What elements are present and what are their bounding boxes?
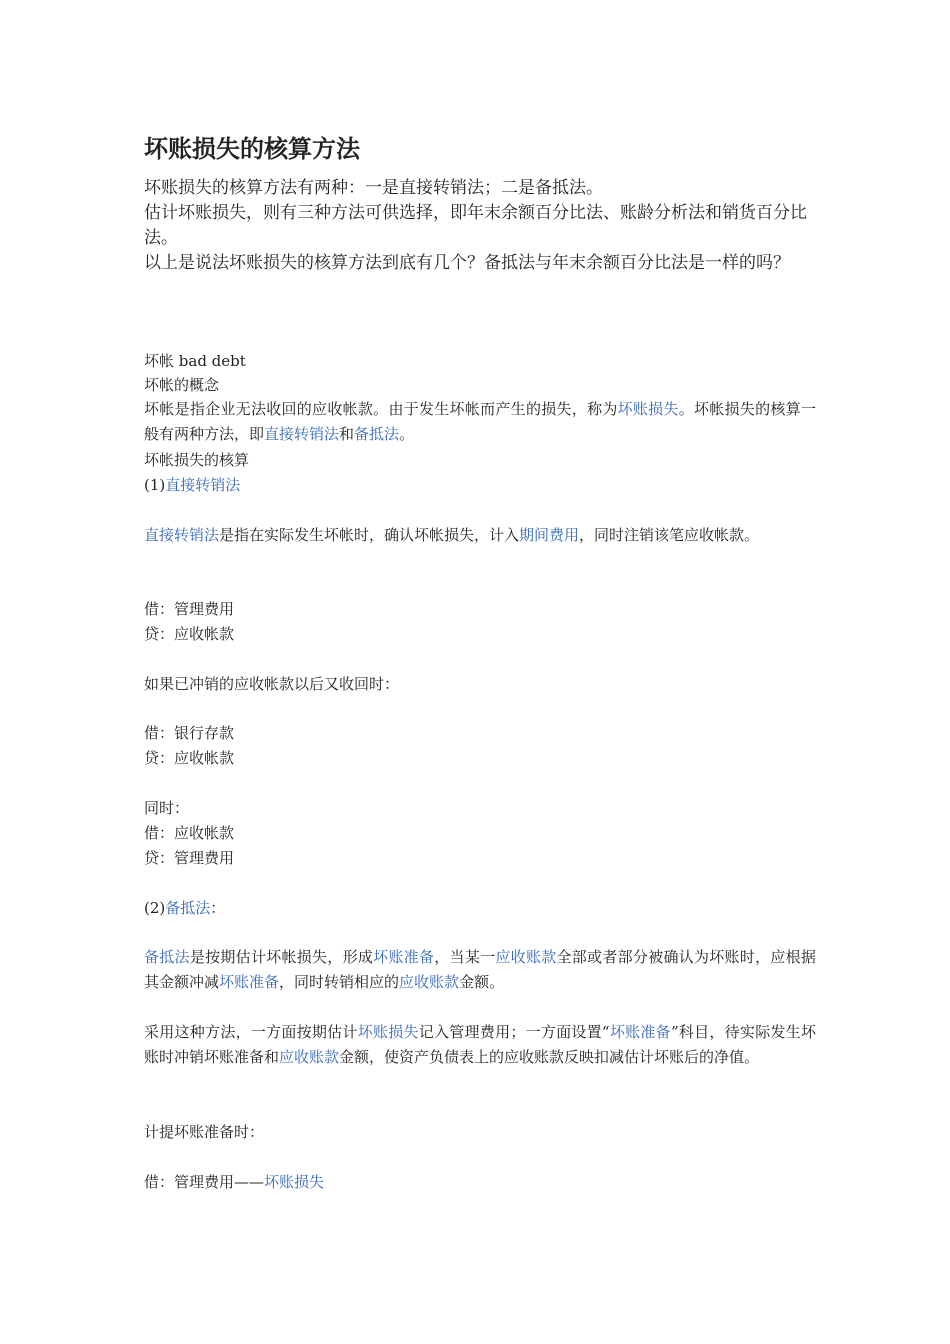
intro-section (144, 176, 812, 276)
allowance-def-text-3: 全部或者部分被确认为坏账时，应根据其金额冲减 (144, 948, 816, 991)
concept-text-3: 和 (339, 425, 355, 443)
page-title: 坏账损失的核算方法 (144, 134, 360, 163)
allowance-def-text-5: 金额。 (459, 973, 505, 991)
allowance-def-link[interactable]: 备抵法 (144, 948, 190, 966)
accounts-receivable-link-3[interactable]: 应收账款 (279, 1048, 340, 1066)
section-1-heading (144, 473, 240, 497)
bad-debt-loss-link-2[interactable]: 坏账损失 (357, 1023, 419, 1041)
method-paragraph (144, 1020, 816, 1070)
concept-text-2: 。坏帐损失的核算一般有两种方法，即 (144, 400, 816, 443)
method-text-3: ”科目，待实际发生坏账时冲销坏账准备和 (144, 1023, 816, 1066)
accounts-receivable-link-1[interactable]: 应收账款 (495, 948, 557, 966)
entry-3-credit: 贷：管理费用 (144, 849, 235, 867)
direct-def-text-2: ，同时注销该笔应收帐款。 (579, 526, 760, 544)
intro-line-methods: 坏账损失的核算方法有两种：一是直接转销法；二是备抵法。 (144, 178, 603, 198)
allowance-def-text-1: 是按期估计坏帐损失，形成 (189, 948, 374, 966)
allowance-def-text-2: ，当某一 (434, 948, 496, 966)
direct-def-text-1: 是指在实际发生坏帐时，确认坏帐损失，计入 (219, 526, 520, 544)
period-expense-link[interactable]: 期间费用 (519, 526, 580, 544)
bad-debt-heading: 坏帐 bad debt (144, 352, 246, 370)
accounts-receivable-link-2[interactable]: 应收账款 (399, 973, 460, 991)
concept-text-4: 。 (399, 425, 415, 443)
recovered-text: 如果已冲销的应收帐款以后又收回时： (144, 675, 400, 693)
direct-writeoff-def-link[interactable]: 直接转销法 (144, 526, 220, 544)
bad-debt-reserve-link-3[interactable]: 坏账准备 (609, 1023, 671, 1041)
entry-1-credit: 贷：应收帐款 (144, 625, 235, 643)
entry-3-debit: 借：应收帐款 (144, 824, 235, 842)
intro-line-question: 以上是说法坏账损失的核算方法到底有几个？备抵法与年末余额百分比法是一样的吗？ (144, 253, 790, 273)
concept-paragraph (144, 397, 816, 447)
provision-text: 计提坏账准备时： (144, 1123, 265, 1141)
section-2-link[interactable]: 备抵法 (165, 899, 211, 917)
entry-1-debit: 借：管理费用 (144, 600, 235, 618)
bad-debt-reserve-link-1[interactable]: 坏账准备 (373, 948, 435, 966)
allowance-def-text-4: ，同时转销相应的 (279, 973, 400, 991)
allowance-definition (144, 945, 816, 995)
entry-2-debit: 借：银行存款 (144, 724, 235, 742)
direct-writeoff-link[interactable]: 直接转销法 (264, 425, 340, 443)
bad-debt-loss-link[interactable]: 坏账损失 (617, 400, 679, 418)
intro-line-estimation: 估计坏账损失，则有三种方法可供选择，即年末余额百分比法、账龄分析法和销货百分比法。 (144, 203, 807, 248)
allowance-method-link[interactable]: 备抵法 (354, 425, 400, 443)
entry-4-debit-text: 借：管理费用—— (144, 1173, 265, 1191)
section-2-tail: ： (210, 899, 226, 917)
bad-debt-reserve-link-2[interactable]: 坏账准备 (219, 973, 280, 991)
accounting-heading: 坏帐损失的核算 (144, 451, 250, 469)
entry-4-debit (144, 1170, 324, 1194)
method-text-2: 记入管理费用；一方面设置“ (418, 1023, 610, 1041)
section-1-link[interactable]: 直接转销法 (165, 476, 241, 494)
meanwhile-text: 同时： (144, 799, 190, 817)
entry-2-credit: 贷：应收帐款 (144, 749, 235, 767)
section-2-heading (144, 896, 225, 920)
direct-writeoff-definition (144, 523, 759, 547)
bad-debt-loss-link-3[interactable]: 坏账损失 (264, 1173, 325, 1191)
concept-heading: 坏帐的概念 (144, 376, 220, 394)
section-1-number: (1) (144, 476, 166, 494)
section-2-number: (2) (144, 899, 166, 917)
method-text-1: 采用这种方法，一方面按期估计 (144, 1023, 358, 1041)
concept-text-1: 坏帐是指企业无法收回的应收帐款。由于发生坏帐而产生的损失，称为 (144, 400, 618, 418)
method-text-4: 金额，使资产负债表上的应收账款反映扣减估计坏账后的净值。 (339, 1048, 760, 1066)
